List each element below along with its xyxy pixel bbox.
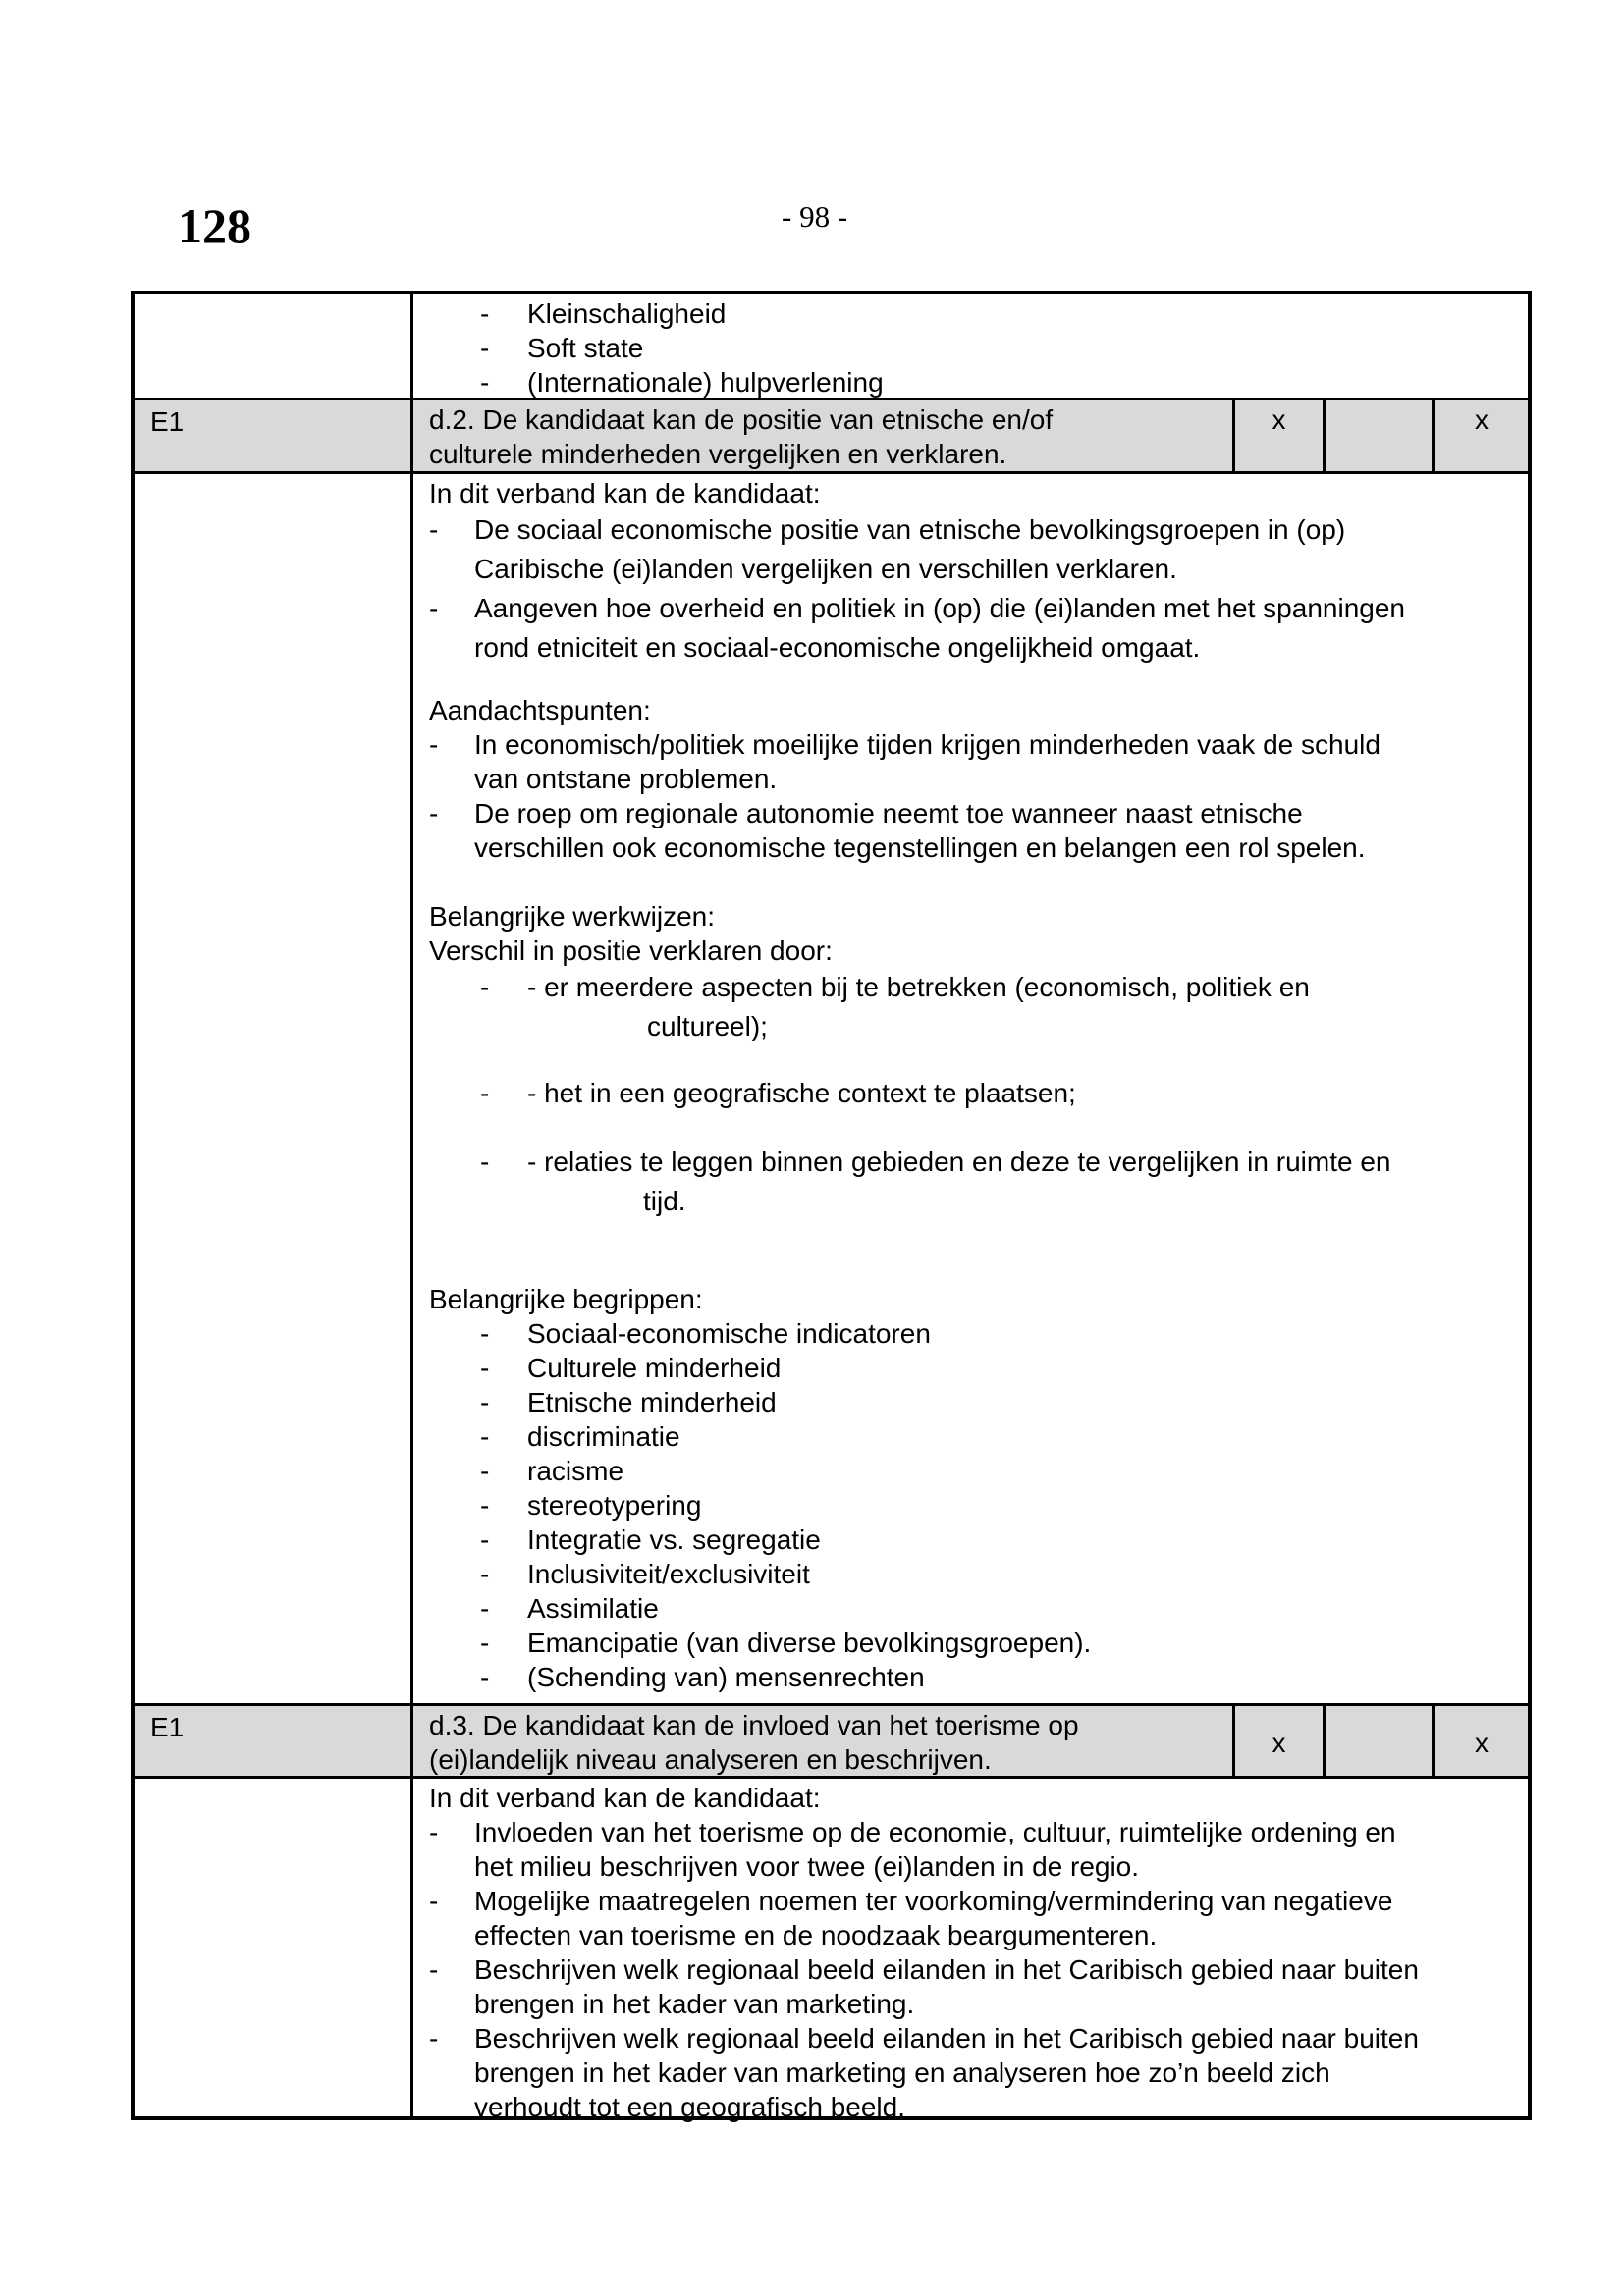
mark-cell-2 [1323,400,1432,471]
ability-item: - Mogelijke maatregelen noemen ter voorkoming/vermindering van negatieve effecten van toerisme en de noodzaak beargumenteren. [429,1886,1393,1950]
ability-item: - Beschrijven welk regionaal beeld eilanden in het Caribisch gebied naar buiten brengen in het kader van marketing. [429,1954,1419,2019]
objective-body-row [135,471,1528,1703]
concept-item: - Culturele minderheid [480,1353,782,1383]
ability-item: - De sociaal economische positie van etnische bevolkingsgroepen in (op) Caribische (ei)landen vergelijken en verschillen verklaren. [429,514,1346,584]
concept-item: - Assimilatie [480,1593,659,1624]
concept-item: - Emancipatie (van diverse bevolkingsgroepen). [480,1628,1092,1658]
concept-item: - Sociaal-economische indicatoren [480,1318,931,1349]
list-item: - Soft state [480,333,644,363]
mark-cell-2 [1323,1706,1432,1776]
concept-item: - Integratie vs. segregatie [480,1524,821,1555]
ability-item: - Beschrijven welk regionaal beeld eilanden in het Caribisch gebied naar buiten brengen in het kader van marketing en analyseren hoe zo’n beeld zich verhoudt tot een geografisch beeld. [429,2023,1419,2122]
content-cell [413,474,1528,1703]
methods-intro: Verschil in positie verklaren door: [429,935,833,966]
concept-item: - (Schending van) mensenrechten [480,1662,925,1692]
objective-title: d.2. De kandidaat kan de positie van etnische en/of culturele minderheden vergelijken en verklaren. [429,404,1054,469]
concept-item: - discriminatie [480,1421,680,1452]
concepts-heading: Belangrijke begrippen: [429,1284,703,1314]
table-row-continued [135,294,1528,398]
mark-cell-1: x [1232,1706,1323,1776]
attention-heading: Aandachtspunten: [429,695,651,725]
objective-header-row [135,1703,1528,1776]
content-cell [413,294,1528,398]
attention-item: - In economisch/politiek moeilijke tijden krijgen minderheden vaak de schuld van ontstane problemen. [429,729,1380,794]
concept-item: - Etnische minderheid [480,1387,777,1417]
mark-cell-3: x [1432,400,1528,471]
objective-title: d.3. De kandidaat kan de invloed van het toerisme op (ei)landelijk niveau analyseren en beschrijven. [429,1710,1079,1775]
page-number: 128 [178,198,251,253]
code-cell [135,474,413,1703]
attention-item: - De roep om regionale autonomie neemt toe wanneer naast etnische verschillen ook economische tegenstellingen en belangen een rol spelen. [429,798,1366,863]
mark-cell-1: x [1232,400,1323,471]
intro-text: In dit verband kan de kandidaat: [429,1783,821,1813]
list-item: - (Internationale) hulpverlening [480,367,884,398]
method-item: - - het in een geografische context te plaatsen; [480,1078,1076,1108]
objective-header-row [135,398,1528,471]
ability-item: - Aangeven hoe overheid en politiek in (op) die (ei)landen met het spanningen rond etniciteit en sociaal-economische ongelijkheid omgaat. [429,593,1405,663]
ability-item: - Invloeden van het toerisme op de economie, cultuur, ruimtelijke ordening en het milieu beschrijven voor twee (ei)landen in de regio. [429,1817,1396,1882]
intro-text: In dit verband kan de kandidaat: [429,478,821,508]
objective-code: E1 [135,400,413,471]
method-item: - - er meerdere aspecten bij te betrekken (economisch, politiek en cultureel); [480,972,1310,1041]
method-item: - - relaties te leggen binnen gebieden en deze te vergelijken in ruimte en tijd. [480,1147,1391,1216]
sub-page-number: - 98 - [782,199,848,234]
concept-item: - racisme [480,1456,624,1486]
code-cell [135,294,413,398]
list-item: - Kleinschaligheid [480,298,727,329]
curriculum-table [131,291,1532,2120]
mark-cell-3: x [1432,1706,1528,1776]
code-cell [135,1779,413,2116]
concept-item: - stereotypering [480,1490,702,1521]
concept-item: - Inclusiviteit/exclusiviteit [480,1559,810,1589]
content-cell [413,1779,1528,2122]
objective-code: E1 [135,1706,413,1776]
methods-heading: Belangrijke werkwijzen: [429,901,716,932]
objective-body-row [135,1776,1528,2122]
